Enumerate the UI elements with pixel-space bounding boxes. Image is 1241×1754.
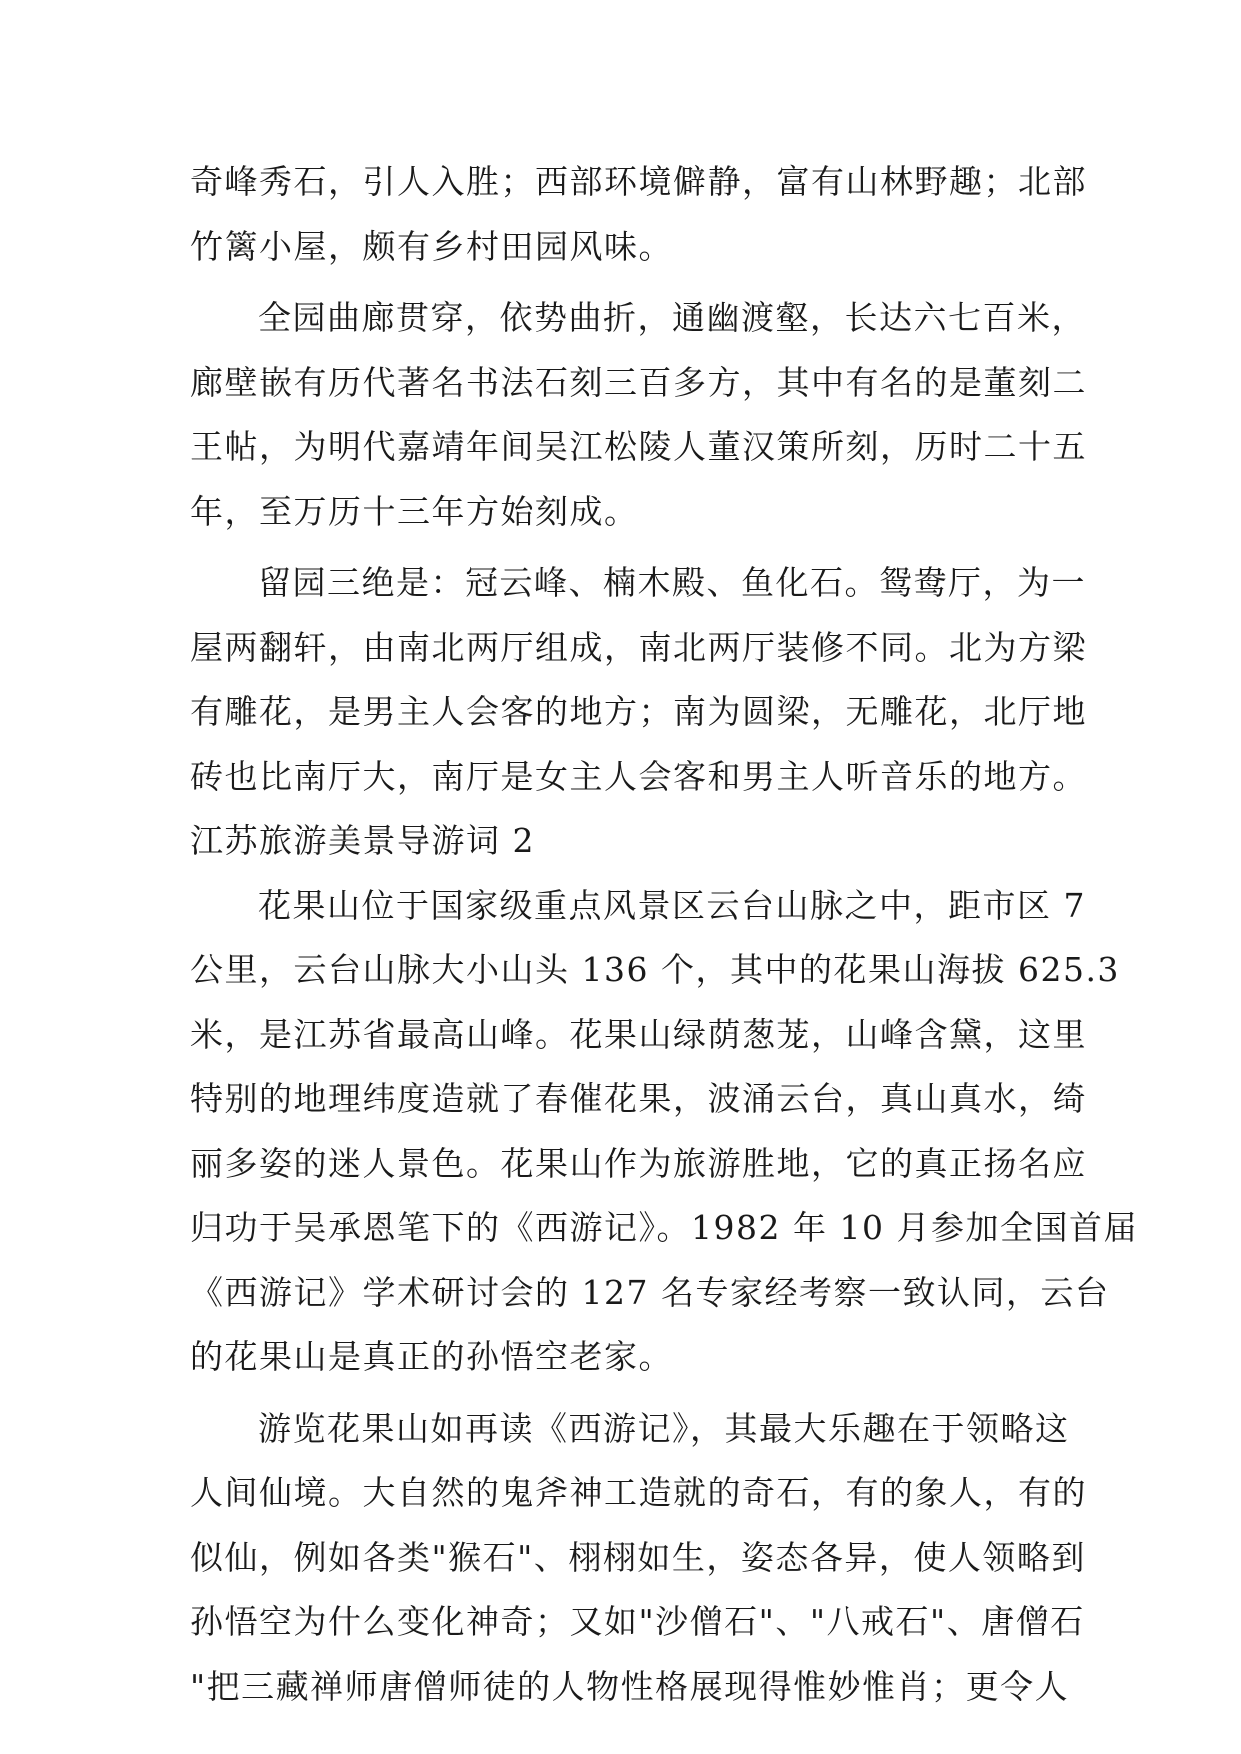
text-line: 特别的地理纬度造就了春催花果，波涌云台，真山真水，绮 — [190, 1079, 1087, 1118]
text-line: 屋两翻轩，由南北两厅组成，南北两厅装修不同。北为方梁 — [190, 627, 1087, 667]
text-line: 归功于吴承恩笔下的《西游记》。1982 年 10 月参加全国首届 — [190, 1208, 1138, 1247]
text-line: 奇峰秀石，引人入胜；西部环境僻静，富有山林野趣；北部 — [190, 162, 1087, 201]
text-line: 有雕花，是男主人会客的地方；南为圆梁，无雕花，北厅地 — [190, 692, 1087, 731]
text-line: 米，是江苏省最高山峰。花果山绿荫葱茏，山峰含黛，这里 — [190, 1014, 1087, 1054]
text-line: "把三藏禅师唐僧师徒的人物性格展现得惟妙惟肖；更令人 — [190, 1666, 1070, 1706]
text-line: 竹篱小屋，颇有乡村田园风味。 — [190, 226, 673, 266]
paragraph-start: 全园曲廊贯穿，依势曲折，通幽渡壑，长达六七百米， — [258, 298, 1086, 337]
paragraph-start: 花果山位于国家级重点风景区云台山脉之中，距市区 7 — [258, 885, 1086, 925]
text-line: 廊壁嵌有历代著名书法石刻三百多方，其中有名的是董刻二 — [190, 362, 1087, 402]
body-text — [190, 150, 1138, 1719]
text-line: 似仙，例如各类"猴石"、栩栩如生，姿态各异，使人领略到 — [190, 1537, 1086, 1577]
text-line: 砖也比南厅大，南厅是女主人会客和男主人听音乐的地方。 — [190, 756, 1087, 796]
text-line: 丽多姿的迷人景色。花果山作为旅游胜地，它的真正扬名应 — [190, 1143, 1087, 1183]
text-line: 孙悟空为什么变化神奇；又如"沙僧石"、"八戒石"、唐僧石 — [190, 1602, 1085, 1641]
text-line: 公里，云台山脉大小山头 136 个，其中的花果山海拔 625.3 — [190, 950, 1120, 989]
text-line: 王帖，为明代嘉靖年间吴江松陵人董汉策所刻，历时二十五 — [190, 427, 1087, 466]
text-line: 人间仙境。大自然的鬼斧神工造就的奇石，有的象人，有的 — [190, 1473, 1087, 1512]
text-line: 的花果山是真正的孙悟空老家。 — [190, 1337, 673, 1376]
text-line: 《西游记》学术研讨会的 127 名专家经考察一致认同，云台 — [190, 1272, 1110, 1312]
paragraph-start: 留园三绝是：冠云峰、楠木殿、鱼化石。鸳鸯厅，为一 — [258, 563, 1086, 602]
text-line: 年，至万历十三年方始刻成。 — [190, 491, 639, 531]
section-heading: 江苏旅游美景导游词 2 — [190, 821, 535, 860]
paragraph-start: 游览花果山如再读《西游记》，其最大乐趣在于领略这 — [258, 1408, 1070, 1448]
